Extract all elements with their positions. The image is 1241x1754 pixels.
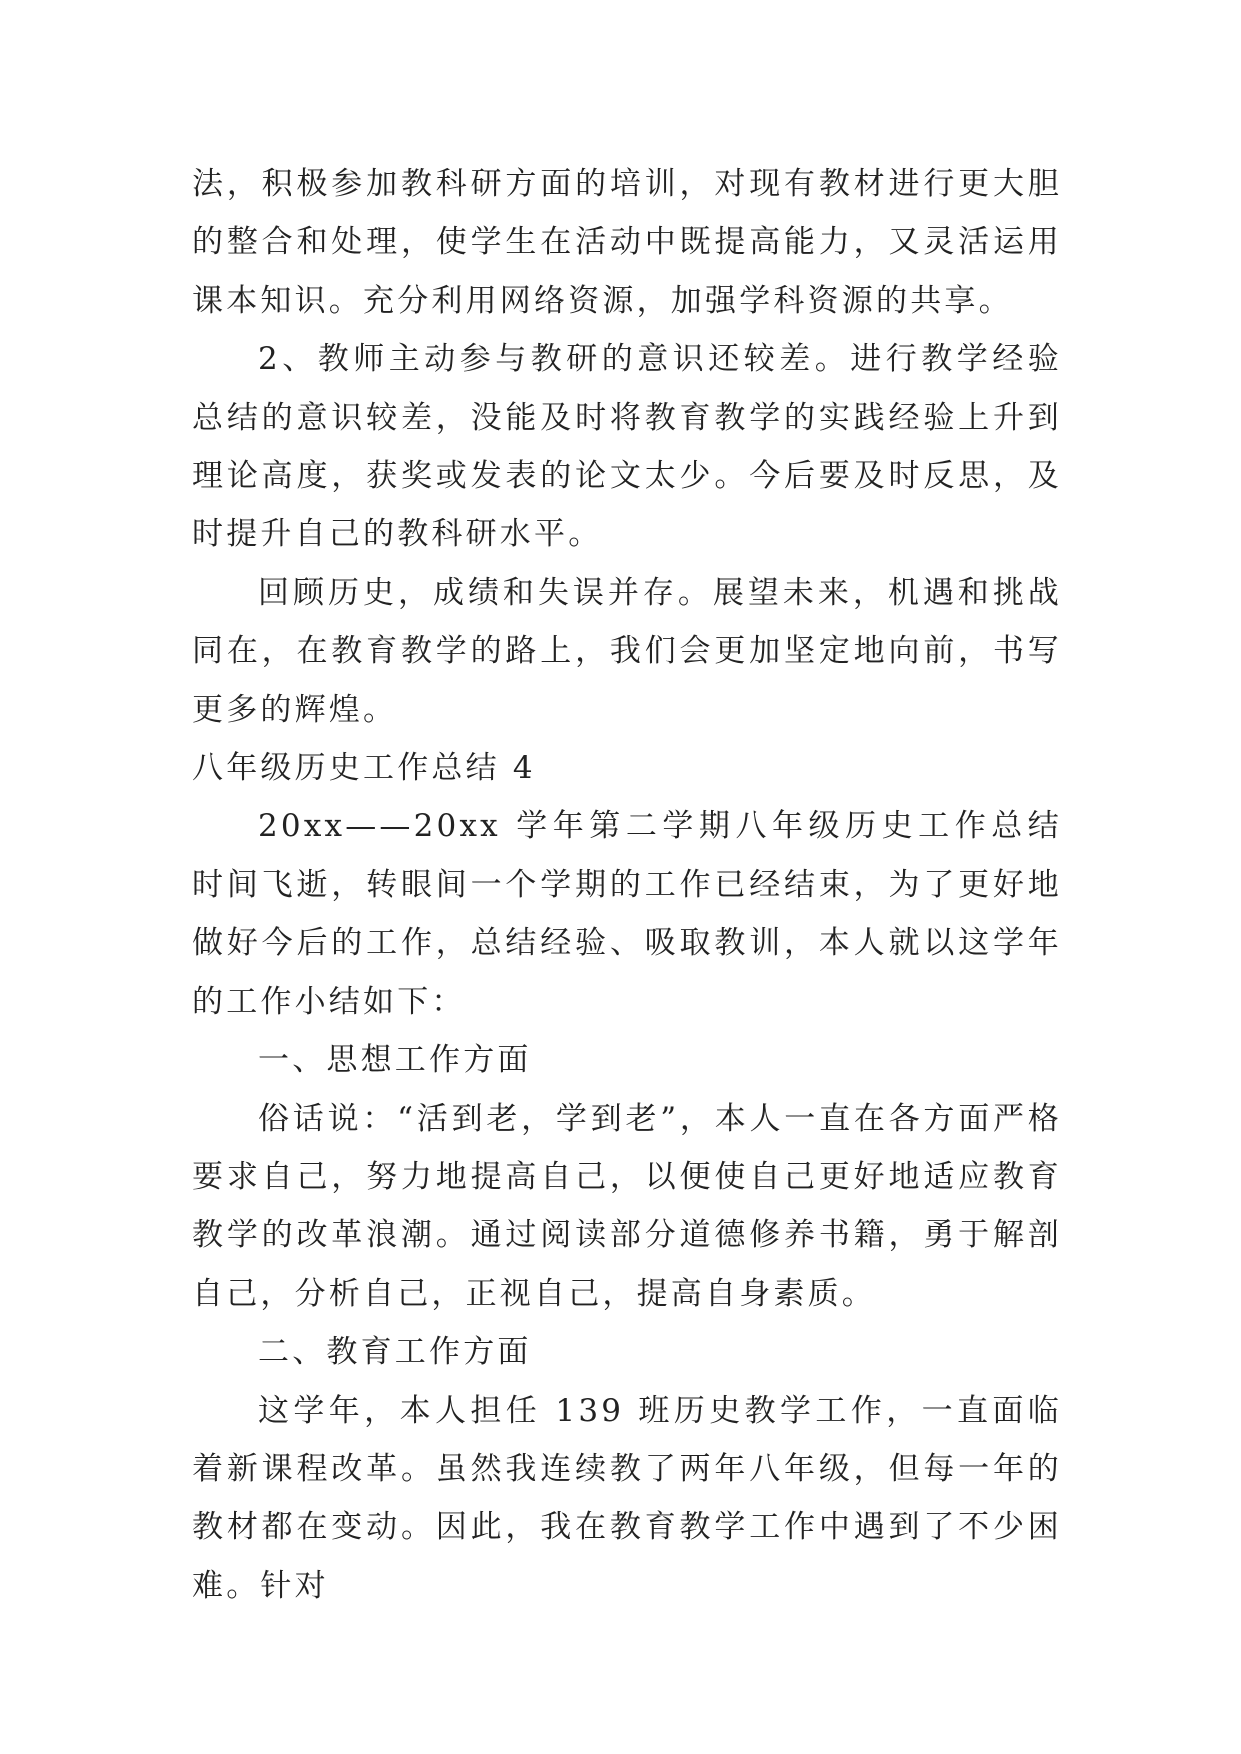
- document-body: [192, 155, 1062, 1615]
- paragraph-review: 回顾历史，成绩和失误并存。展望未来，机遇和挑战同在，在教育教学的路上，我们会更加坚定地向前，书写更多的辉煌。: [192, 574, 1062, 728]
- paragraph-continuation: 法，积极参加教科研方面的培训，对现有教材进行更大胆的整合和处理，使学生在活动中既提高能力，又灵活运用课本知识。充分利用网络资源，加强学科资源的共享。: [192, 166, 1062, 319]
- subheading-education-work: 二、教育工作方面: [258, 1334, 532, 1371]
- paragraph-intro: 20xx——20xx 学年第二学期八年级历史工作总结 时间飞逝，转眼间一个学期的工作已经结束，为了更好地做好今后的工作，总结经验、吸取教训，本人就以这学年的工作小结如下：: [192, 808, 1062, 1020]
- section-heading: 八年级历史工作总结 4: [192, 750, 536, 787]
- paragraph-education-work: 这学年，本人担任 139 班历史教学工作，一直面临着新课程改革。虽然我连续教了两年八年级，但每一年的教材都在变动。因此，我在教育教学工作中遇到了不少困难。针对: [192, 1392, 1062, 1604]
- paragraph-teacher-research: 2、教师主动参与教研的意识还较差。进行教学经验总结的意识较差，没能及时将教育教学的实践经验上升到理论高度，获奖或发表的论文太少。今后要及时反思，及时提升自己的教科研水平。: [192, 341, 1062, 553]
- paragraph-thought-work: 俗话说：“活到老，学到老”，本人一直在各方面严格要求自己，努力地提高自己，以便使自己更好地适应教育教学的改革浪潮。通过阅读部分道德修养书籍，勇于解剖自己，分析自己，正视自己，提高自身素质。: [192, 1100, 1062, 1312]
- subheading-thought-work: 一、思想工作方面: [258, 1042, 532, 1079]
